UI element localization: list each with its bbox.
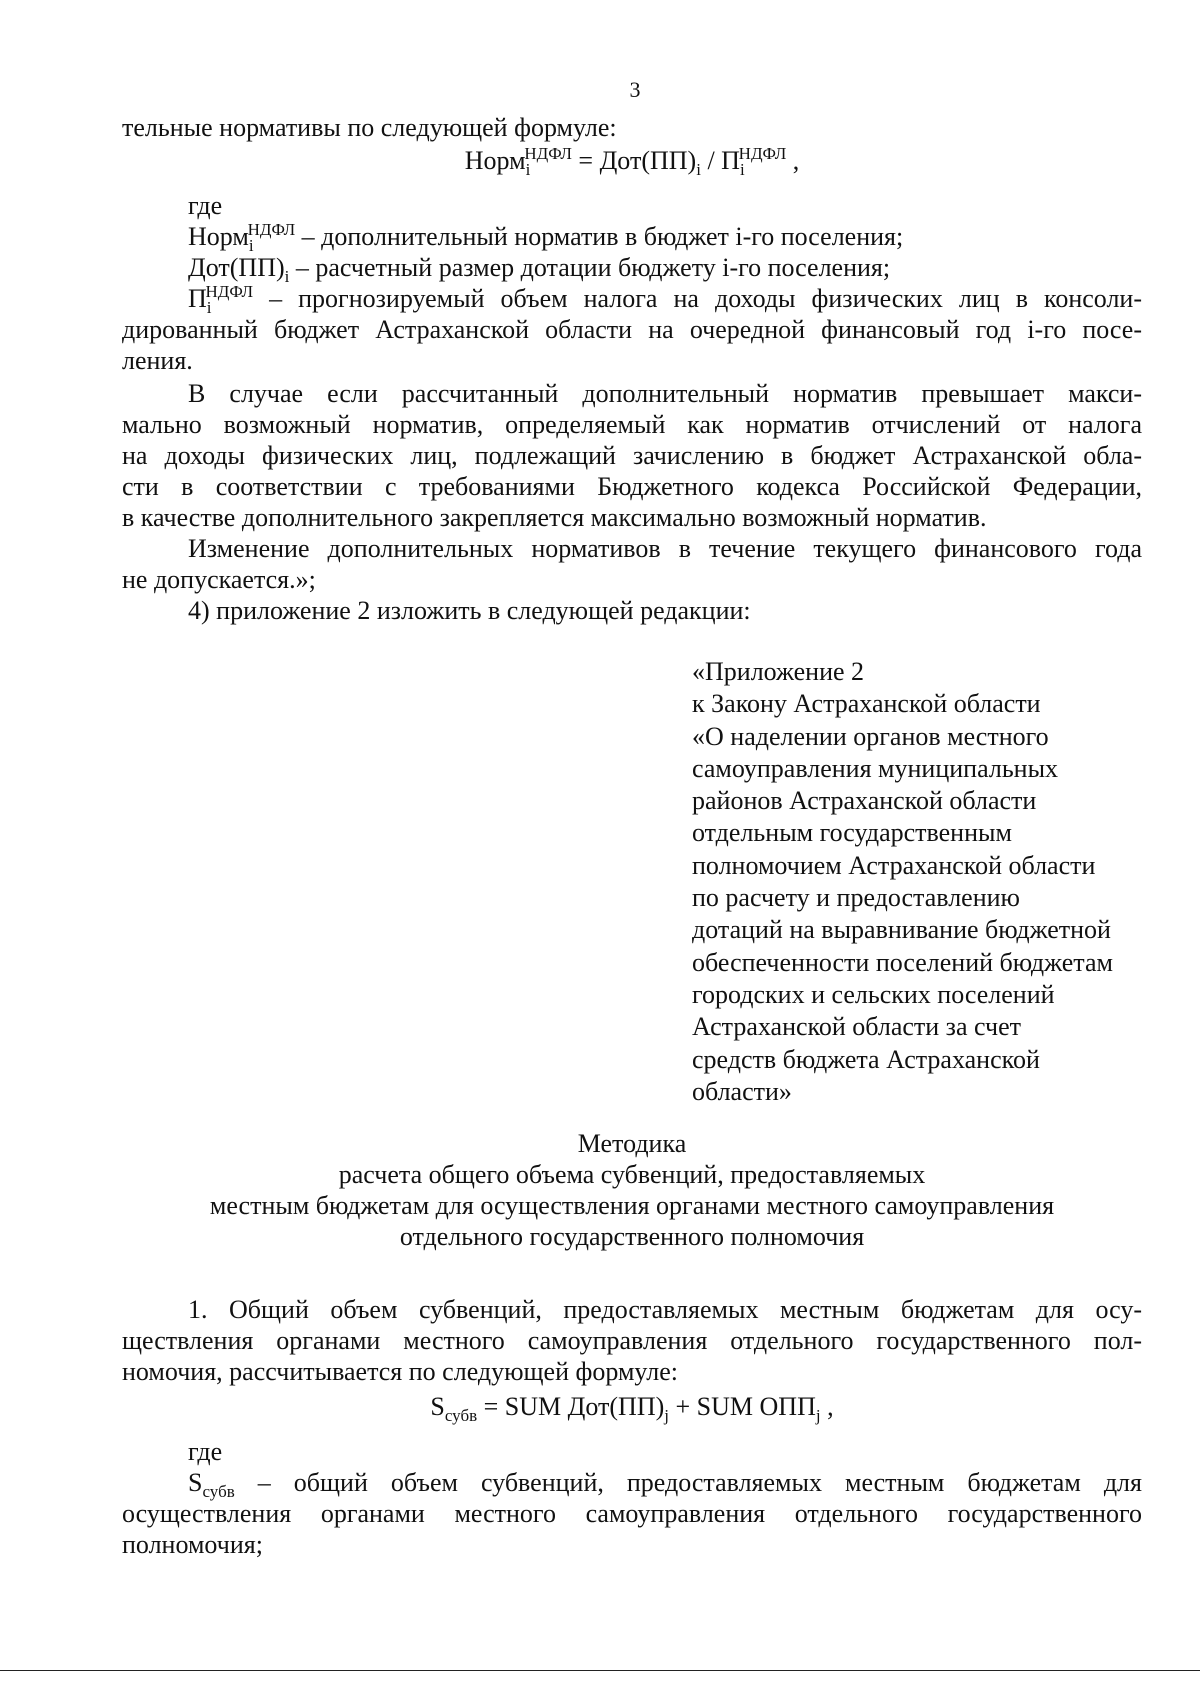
item-4: 4) приложение 2 изложить в следующей редакции: [188,596,751,625]
definition-s-subv: $S_{субв}$ – общий объем субвенций, предоставляемых местным бюджетам для осуществления органами местного самоуправления отдельного государственного полномочия; [122,1468,1142,1559]
formula-norm: Норм$_i^{НДФЛ}$ = $Дот(ПП)_i / П_i^{НДФЛ}$ , [464,144,800,180]
paragraph-no-change: Изменение дополнительных нормативов в течение текущего финансового года не допускается.»; [122,534,1142,594]
where-label-2: где [188,1437,223,1466]
where-label: где [188,191,223,220]
section-1: 1. Общий объем субвенций, предоставляемых местным бюджетам для осу- ществления органами местного самоуправления отдельного государственного пол- номочия, рассчитывается по следующей формуле: $S_{субв}$ = SUM $Дот(ПП)_j$ + SUM $ОПП_j$ , где $S_{субв}$ – общий объем субвенций, предоставляемых местным бюджетам для осуществления органами местного самоуправления отдельного государственного полномочия; [122,1295,1142,1559]
footer-rule [0,1670,1200,1671]
appendix-header: «Приложение 2 к Закону Астраханской области «О наделении органов местного самоуправления муниципальных районов Астраханской области отдельным государственным полномочием Астраханской области по расчету и предоставлению дотаций на выравнивание бюджетной обеспеченности поселений бюджетам городских и сельских поселений Астраханской области за счет средств бюджета Астраханской области» [692,657,1113,1106]
page-number: 3 [629,77,641,102]
definition-p: $П_i^{НДФЛ}$ – прогнозируемый объем налога на доходы физических лиц в консоли- дированный бюджет Астраханской области на очередной финансовый год i-го посе- ления. [122,282,1142,375]
definition-norm: Норм$_i^{НДФЛ}$ – дополнительный норматив в бюджет i-го поселения; [188,220,904,256]
methodology-title: Методика расчета общего объема субвенций, предоставляемых местным бюджетам для осуществления органами местного самоуправления отдельного государственного полномочия [209,1129,1055,1251]
intro-block [122,112,1142,626]
paragraph-max-norm: В случае если рассчитанный дополнительный норматив превышает макси- мально возможный норматив, определяемый как норматив отчислений от налога на доходы физических лиц, подлежащий зачислению в бюджет Астраханской обла- сти в соответствии с требованиями Бюджетного кодекса Российской Федерации, в качестве дополнительного закрепляется максимально возможный норматив. [122,379,1142,532]
continuation-line: тельные нормативы по следующей формуле: [122,113,617,142]
formula-subvention: $S_{субв}$ = SUM $Дот(ПП)_j$ + SUM $ОПП_j$ , [430,1392,834,1426]
definition-dot: $Дот(ПП)_i$ – расчетный размер дотации бюджету i-го поселения; [188,253,891,287]
